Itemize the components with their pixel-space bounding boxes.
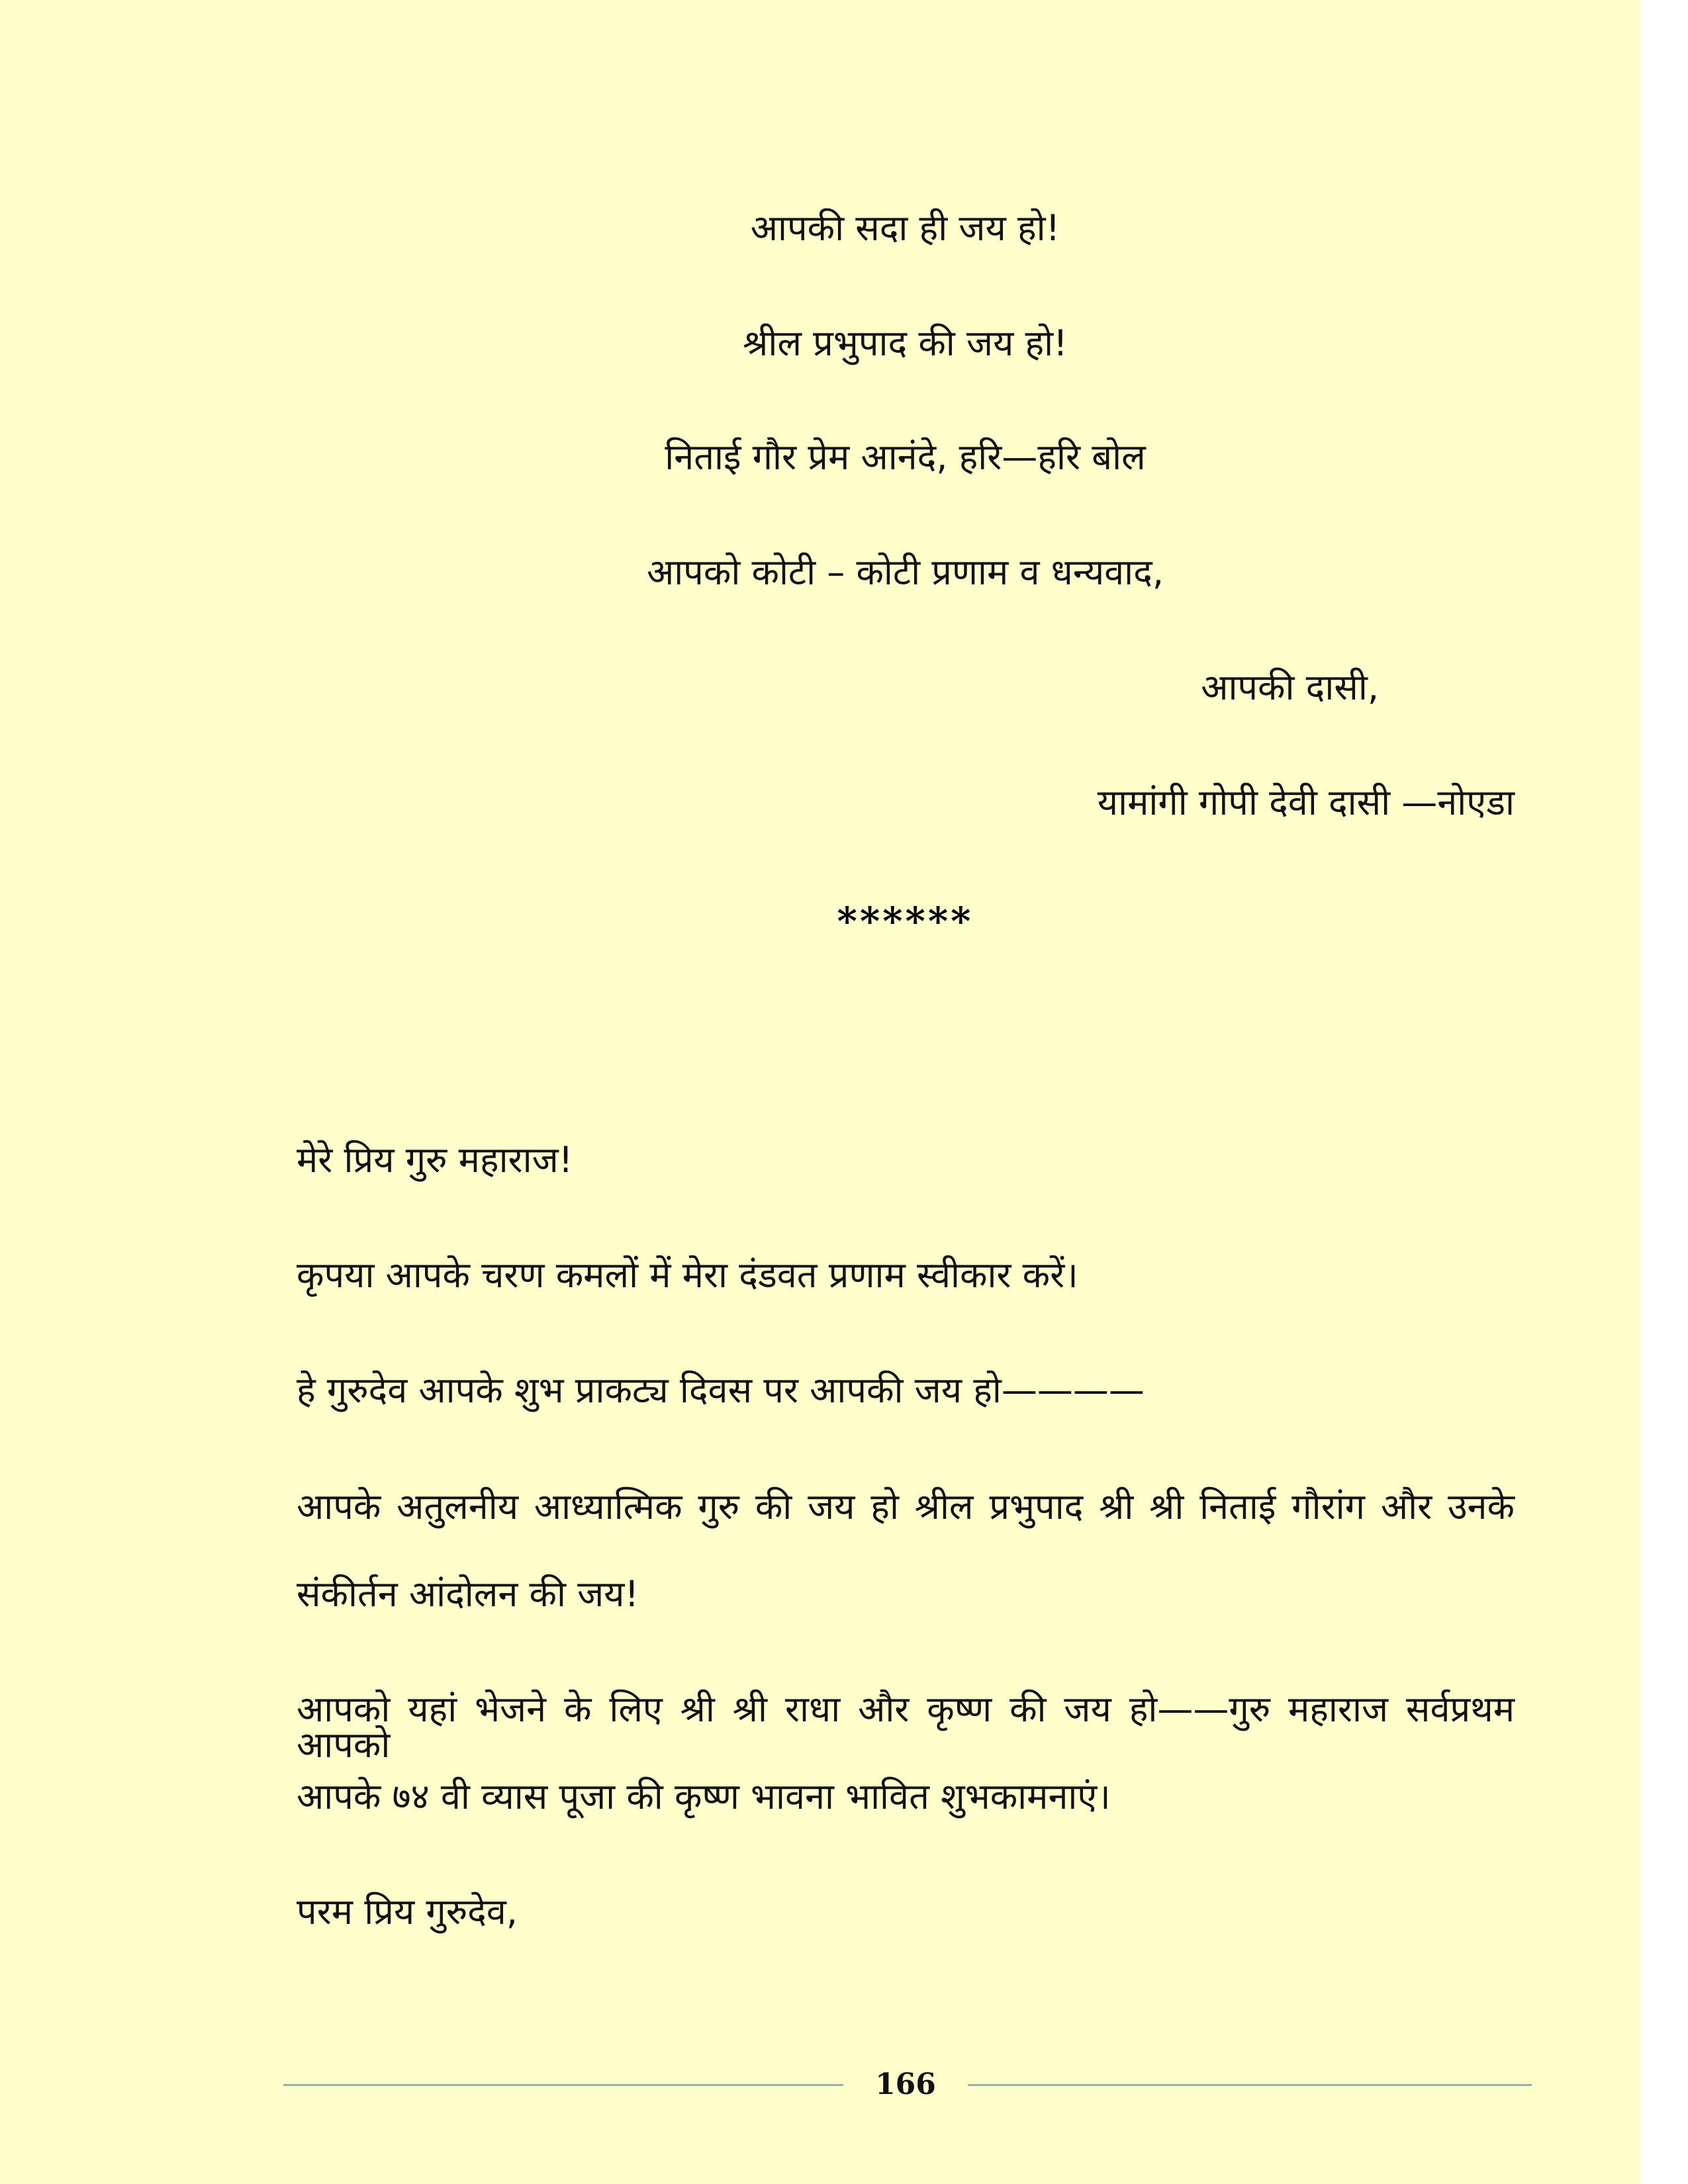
letter-salutation: मेरे प्रिय गुरु महाराज! bbox=[297, 1139, 573, 1181]
closing-line-2: श्रील प्रभुपाद की जय हो! bbox=[743, 322, 1068, 364]
letter-paragraph-4-line-2: आपके ७४ वी व्यास पूजा की कृष्ण भावना भावित शुभकामनाएं। bbox=[297, 1776, 1111, 1817]
closing-line-4: आपको कोटी – कोटी प्रणाम व धन्यवाद, bbox=[646, 551, 1164, 593]
closing-line-3: निताई गौर प्रेम आनंदे, हरि—हरि बोल bbox=[665, 436, 1146, 478]
letter-paragraph-2: हे गुरुदेव आपके शुभ प्राकट्य दिवस पर आपकी जय हो———— bbox=[297, 1369, 1145, 1411]
letter-paragraph-5: परम प्रिय गुरुदेव, bbox=[297, 1891, 518, 1933]
signature: यामांगी गोपी देवी दासी —नोएडा bbox=[1097, 782, 1515, 823]
signoff: आपकी दासी, bbox=[1201, 666, 1379, 708]
footer-rule-right bbox=[968, 2084, 1532, 2086]
letter-paragraph-3-line-2: संकीर्तन आंदोलन की जय! bbox=[297, 1573, 639, 1615]
letter-paragraph-4-line-1: आपको यहां भेजने के लिए श्री श्री राधा और कृष्ण की जय हो——गुरु महाराज सर्वप्रथम आपको bbox=[297, 1688, 1515, 1766]
section-separator: ****** bbox=[837, 899, 974, 944]
closing-line-1: आपकी सदा ही जय हो! bbox=[750, 207, 1060, 249]
page-number: 166 bbox=[875, 2068, 936, 2101]
letter-paragraph-1: कृपया आपके चरण कमलों में मेरा दंडवत प्रणाम स्वीकार करें। bbox=[297, 1254, 1078, 1296]
footer-rule-left bbox=[283, 2084, 843, 2086]
letter-paragraph-3-line-1: आपके अतुलनीय आध्यात्मिक गुरु की जय हो श्रील प्रभुपाद श्री श्री निताई गौरांग और उनके bbox=[297, 1486, 1515, 1527]
